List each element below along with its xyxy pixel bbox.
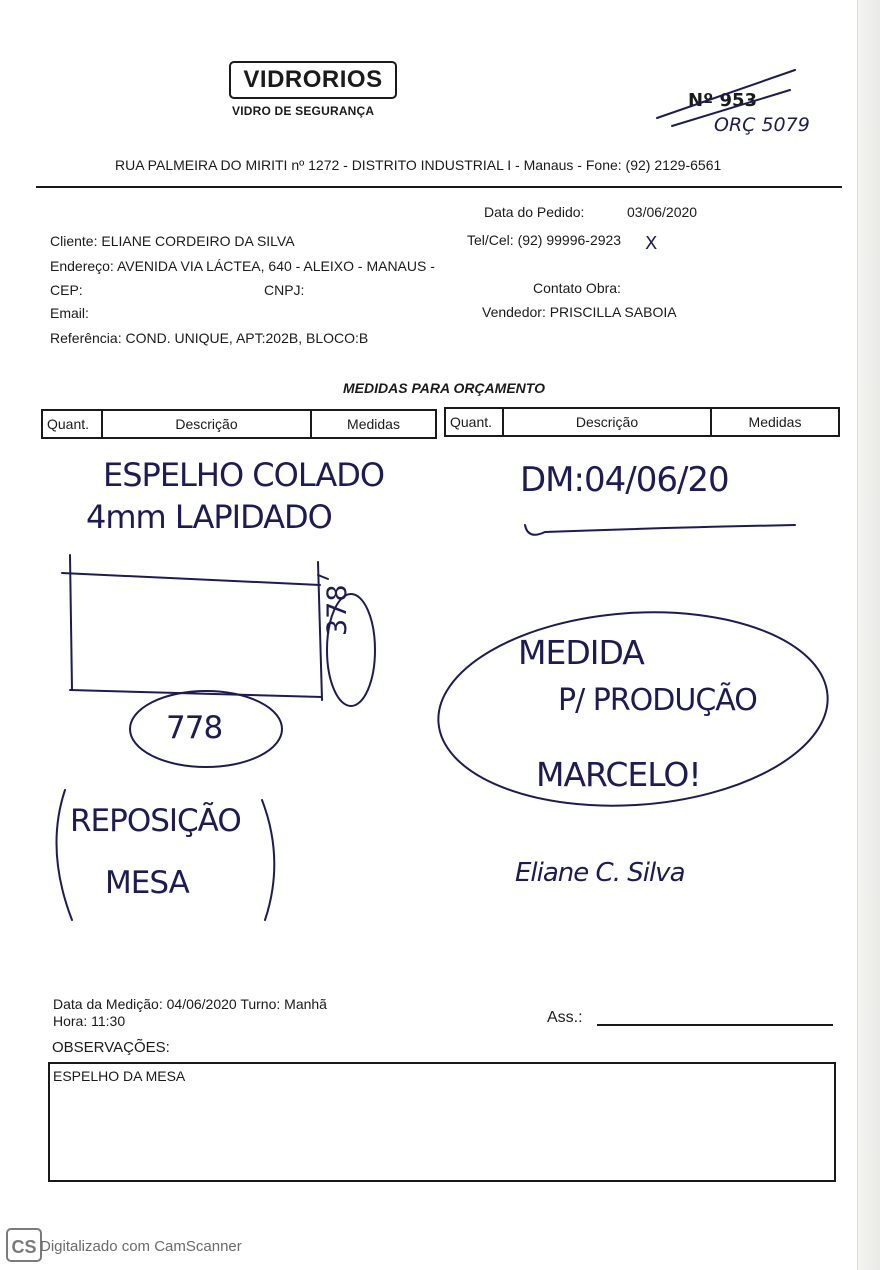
cnpj-label: CNPJ: [264,282,305,298]
col-desc-right: Descrição [503,408,711,436]
company-tagline: VIDRO DE SEGURANÇA [232,104,375,118]
phone-check-mark: X [645,233,658,254]
observacoes-box [48,1062,836,1182]
handwritten-description-line2: 4mm LAPIDADO [86,498,332,536]
handwritten-mesa: MESA [105,865,189,901]
signature-line [597,1024,833,1026]
col-medidas-left: Medidas [311,410,436,438]
handwritten-note-line1: MEDIDA [518,633,644,672]
signature-label: Ass.: [547,1009,583,1026]
client-phone: Tel/Cel: (92) 99996-2923 [467,232,622,248]
handwritten-orc-number: ORÇ 5079 [714,114,810,136]
contato-obra-label: Contato Obra: [533,280,621,296]
col-quant-left: Quant. [42,410,102,438]
camscanner-logo-icon: CS [6,1228,42,1262]
order-number: Nº 953 [688,90,758,111]
handwritten-height: 378 [322,584,353,636]
section-title: MEDIDAS PARA ORÇAMENTO [343,380,545,396]
vendedor: Vendedor: PRISCILLA SABOIA [482,304,677,320]
handwritten-reposicao: REPOSIÇÃO [70,803,241,839]
cep-label: CEP: [50,282,83,298]
medicao-date: Data da Medição: 04/06/2020 Turno: Manhã [53,996,327,1012]
handwritten-width: 778 [166,710,223,746]
observacoes-value: ESPELHO DA MESA [53,1068,186,1084]
client-address: Endereço: AVENIDA VIA LÁCTEA, 640 - ALEIXO - MANAUS - [50,258,435,274]
observacoes-label: OBSERVAÇÕES: [52,1039,170,1056]
handwritten-note-line3: MARCELO! [536,755,701,794]
col-medidas-right: Medidas [711,408,839,436]
email-label: Email: [50,305,89,321]
handwritten-description-line1: ESPELHO COLADO [103,456,385,494]
order-date-value: 03/06/2020 [627,204,698,220]
handwritten-note-line2: P/ PRODUÇÃO [558,683,757,718]
col-quant-right: Quant. [445,408,503,436]
referencia: Referência: COND. UNIQUE, APT:202B, BLOCO:B [50,330,369,346]
order-date-label: Data do Pedido: [484,204,585,220]
company-address: RUA PALMEIRA DO MIRITI nº 1272 - DISTRITO INDUSTRIAL I - Manaus - Fone: (92) 2129-6561 [115,157,722,173]
client-signature: Eliane C. Silva [515,858,685,888]
camscanner-watermark: Digitalizado com CamScanner [40,1238,242,1255]
handwritten-dm-date: DM:04/06/20 [520,460,729,500]
col-desc-left: Descrição [102,410,311,438]
medicao-hora: Hora: 11:30 [53,1013,126,1029]
company-logo: VIDRORIOS [229,61,397,99]
client-name: Cliente: ELIANE CORDEIRO DA SILVA [50,233,295,249]
